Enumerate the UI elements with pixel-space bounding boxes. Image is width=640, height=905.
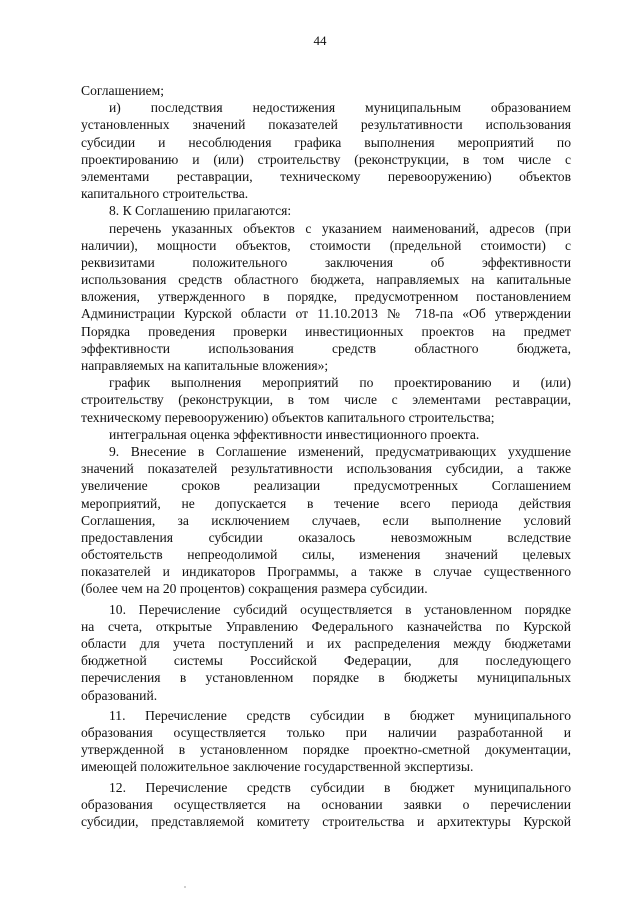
text-line: показателей и индикаторов Программы, а также в случае существенного <box>81 564 571 580</box>
text-line: Администрации Курской области от 11.10.2013 № 718-па «Об утверждении <box>81 306 571 322</box>
text-line: строительству (реконструкции, в том числе с элементами реставрации, <box>81 392 571 408</box>
text-line: субсидии и несоблюдения графика выполнения мероприятий по <box>81 134 571 150</box>
text-line: предоставления субсидии оказалось невозможным вследствие <box>81 529 571 545</box>
text-line: утвержденной в установленном порядке проектно-сметной документации, <box>81 742 571 758</box>
text-line: реквизитами положительного заключения об эффективности <box>81 254 571 270</box>
text-line: образования осуществляется только при наличии разработанной и <box>81 724 571 740</box>
text-line: перечисления в установленном порядке в бюджеты муниципальных <box>81 670 571 686</box>
text-line: (более чем на 20 процентов) сокращения размера субсидии. <box>81 581 428 597</box>
text-line: бюджетной системы Российской Федерации, для последующего <box>81 653 571 669</box>
text-line: Порядка проведения проверки инвестиционных проектов на предмет <box>81 323 571 339</box>
text-line: мероприятий, не допускается в течение всего периода действия <box>81 495 571 511</box>
text-line: 8. К Соглашению прилагаются: <box>109 203 292 219</box>
body-text <box>81 82 571 830</box>
text-line: на счета, открытые Управлению Федерального казначейства по Курской <box>81 618 571 634</box>
text-line: направляемых на капитальные вложения»; <box>81 358 329 373</box>
text-line: проектированию и (или) строительству (реконструкции, в том числе с <box>81 151 571 167</box>
text-line: установленных значений показателей результативности использования <box>81 117 571 133</box>
text-line: интегральная оценка эффективности инвестиционного проекта. <box>109 426 480 442</box>
text-line: 10. Перечисление субсидий осуществляется в установленном порядке <box>109 601 571 617</box>
text-line: Соглашением; <box>81 83 165 98</box>
text-line: образований. <box>81 687 158 703</box>
scan-artifact <box>184 886 186 888</box>
text-line: перечень указанных объектов с указанием наименований, адресов (при <box>109 220 571 236</box>
text-line: и) последствия недостижения муниципальным образованием <box>109 100 571 116</box>
text-line: увеличение сроков реализации предусмотренных Соглашением <box>81 478 571 494</box>
text-line: капитального строительства. <box>81 186 249 202</box>
text-line: субсидии, представляемой комитету строительства и архитектуры Курской <box>81 813 571 829</box>
page-number: 44 <box>313 33 327 48</box>
text-line: 9. Внесение в Соглашение изменений, предусматривающих ухудшение <box>109 443 571 459</box>
text-line: 11. Перечисление средств субсидии в бюджет муниципального <box>109 707 571 723</box>
text-line: эффективности использования средств областного бюджета, <box>81 340 571 356</box>
text-line: обстоятельств непреодолимой силы, изменения значений целевых <box>81 547 571 563</box>
text-line: значений показателей результативности использования субсидии, а также <box>81 461 571 477</box>
text-line: имеющей положительное заключение государственной экспертизы. <box>81 759 474 775</box>
text-line: график выполнения мероприятий по проектированию и (или) <box>109 375 571 391</box>
text-line: 12. Перечисление средств субсидии в бюджет муниципального <box>109 779 571 795</box>
text-line: образования осуществляется на основании заявки о перечислении <box>81 796 571 812</box>
text-line: техническому перевооружению) объектов капитального строительства; <box>81 409 495 425</box>
text-line: элементами реставрации, техническому перевооружению) объектов <box>81 168 571 184</box>
text-line: вложения, утвержденного в порядке, предусмотренном постановлением <box>81 289 571 305</box>
text-line: использования средств областного бюджета, направляемых на капитальные <box>81 272 571 288</box>
text-line: области для учета поступлений и их распределения между бюджетами <box>81 636 571 651</box>
text-line: Соглашения, за исключением случаев, если выполнение условий <box>81 512 571 528</box>
text-line: наличии), мощности объектов, стоимости (предельной стоимости) с <box>81 237 571 253</box>
